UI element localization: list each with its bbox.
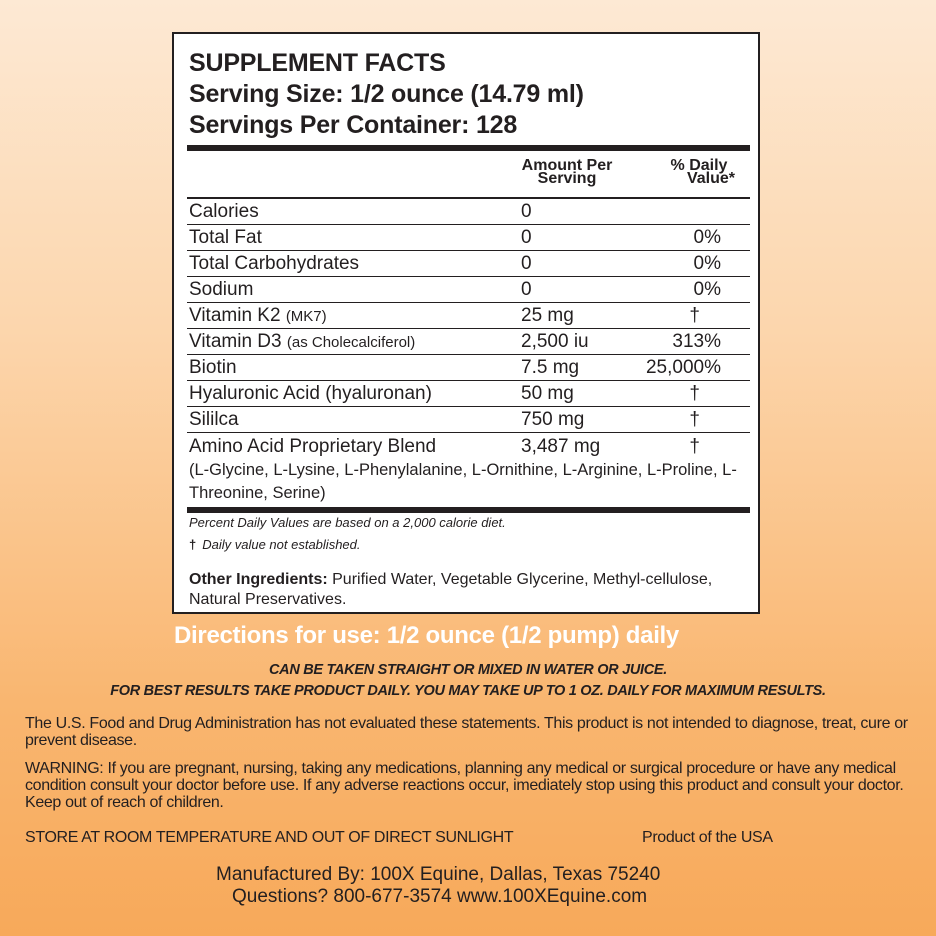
nutrient-amount: 7.5 mg bbox=[521, 357, 580, 378]
nutrient-row bbox=[187, 355, 750, 381]
serving-size: Serving Size: 1/2 ounce (14.79 ml) bbox=[189, 80, 584, 108]
origin-note: Product of the USA bbox=[642, 829, 773, 846]
panel-title: SUPPLEMENT FACTS bbox=[189, 49, 446, 77]
nutrient-amount: 25 mg bbox=[521, 305, 574, 326]
nutrient-row bbox=[187, 277, 750, 303]
other-ingredients-label: Other Ingredients: bbox=[189, 571, 328, 588]
daily-value-note: Percent Daily Values are based on a 2,000 calorie diet. bbox=[189, 515, 506, 530]
nutrient-amount: 750 mg bbox=[521, 409, 585, 430]
nutrient-daily-value: † bbox=[689, 409, 700, 430]
nutrient-amount: 0 bbox=[521, 253, 532, 274]
nutrient-amount: 3,487 mg bbox=[521, 436, 601, 457]
nutrient-amount: 0 bbox=[521, 279, 532, 300]
dagger-note: † Daily value not established. bbox=[189, 537, 361, 552]
nutrient-daily-value: 0% bbox=[693, 279, 721, 300]
nutrient-row bbox=[187, 407, 750, 433]
nutrient-name: Sililca bbox=[189, 409, 239, 430]
panel-header bbox=[189, 48, 584, 141]
nutrient-daily-value: † bbox=[689, 383, 700, 404]
nutrient-name: Vitamin K2 (MK7) bbox=[189, 305, 327, 326]
nutrient-amount: 50 mg bbox=[521, 383, 574, 404]
nutrient-amount: 0 bbox=[521, 201, 532, 222]
fda-disclaimer: The U.S. Food and Drug Administration has not evaluated these statements. This product is not intended to diagnose, treat, cure or prevent disease. bbox=[25, 715, 908, 749]
divider-thick bbox=[187, 145, 750, 151]
dagger-symbol: † bbox=[189, 537, 197, 552]
nutrient-daily-value: 25,000% bbox=[645, 357, 721, 378]
nutrient-daily-value: 313% bbox=[672, 331, 721, 352]
nutrient-name: Calories bbox=[189, 201, 259, 222]
instruction-line: FOR BEST RESULTS TAKE PRODUCT DAILY. YOU MAY TAKE UP TO 1 OZ. DAILY FOR MAXIMUM RESULTS. bbox=[110, 683, 826, 699]
nutrient-row bbox=[187, 225, 750, 251]
nutrient-name: Vitamin D3 (as Cholecalciferol) bbox=[189, 331, 416, 352]
warning-text: WARNING: If you are pregnant, nursing, taking any medications, planning any medical or surgical procedure or have any medical condition consult your doctor before use. If any adverse reactions occur, imediately stop using this product and consult your doctor. Keep out of reach of children. bbox=[25, 760, 904, 811]
nutrient-subtext: (as Cholecalciferol) bbox=[286, 334, 416, 351]
blend-ingredients: (L-Glycine, L-Lysine, L-Phenylalanine, L-Ornithine, L-Arginine, L-Proline, L-Threonine, Serine) bbox=[189, 461, 737, 502]
column-header-daily-value: % Daily Value* bbox=[670, 157, 736, 187]
divider-thick bbox=[187, 507, 750, 513]
nutrient-row bbox=[187, 433, 750, 459]
nutrient-daily-value: † bbox=[689, 436, 700, 457]
nutrient-daily-value: 0% bbox=[693, 253, 721, 274]
nutrient-daily-value: † bbox=[689, 305, 700, 326]
column-header-amount: Amount Per Serving bbox=[521, 157, 613, 187]
nutrient-row bbox=[187, 199, 750, 225]
instruction-line: CAN BE TAKEN STRAIGHT OR MIXED IN WATER OR JUICE. bbox=[268, 662, 668, 678]
nutrient-row bbox=[187, 329, 750, 355]
nutrient-name: Total Fat bbox=[189, 227, 262, 248]
nutrient-subtext: (MK7) bbox=[285, 308, 327, 325]
nutrient-row bbox=[187, 251, 750, 277]
manufacturer-info: Manufactured By: 100X Equine, Dallas, Texas 75240 bbox=[216, 864, 661, 885]
nutrient-name: Amino Acid Proprietary Blend bbox=[189, 436, 437, 457]
nutrient-row bbox=[187, 303, 750, 329]
nutrient-name: Total Carbohydrates bbox=[189, 253, 360, 274]
nutrient-name: Biotin bbox=[189, 357, 237, 378]
other-ingredients-text: Purified Water, Vegetable Glycerine, Methyl-cellulose, Natural Preservatives. bbox=[189, 571, 713, 608]
nutrient-row bbox=[187, 381, 750, 407]
nutrient-daily-value: 0% bbox=[693, 227, 721, 248]
nutrient-name: Sodium bbox=[189, 279, 254, 300]
contact-info: Questions? 800-677-3574 www.100XEquine.com bbox=[232, 886, 648, 907]
servings-per-container: Servings Per Container: 128 bbox=[189, 111, 518, 139]
nutrient-name: Hyaluronic Acid (hyaluronan) bbox=[189, 383, 432, 404]
directions-heading: Directions for use: 1/2 ounce (1/2 pump) daily bbox=[174, 622, 679, 649]
supplement-facts-panel bbox=[172, 32, 760, 614]
nutrient-amount: 0 bbox=[521, 227, 532, 248]
other-ingredients bbox=[189, 570, 749, 610]
nutrient-amount: 2,500 iu bbox=[521, 331, 589, 352]
storage-note: STORE AT ROOM TEMPERATURE AND OUT OF DIRECT SUNLIGHT bbox=[25, 829, 514, 846]
